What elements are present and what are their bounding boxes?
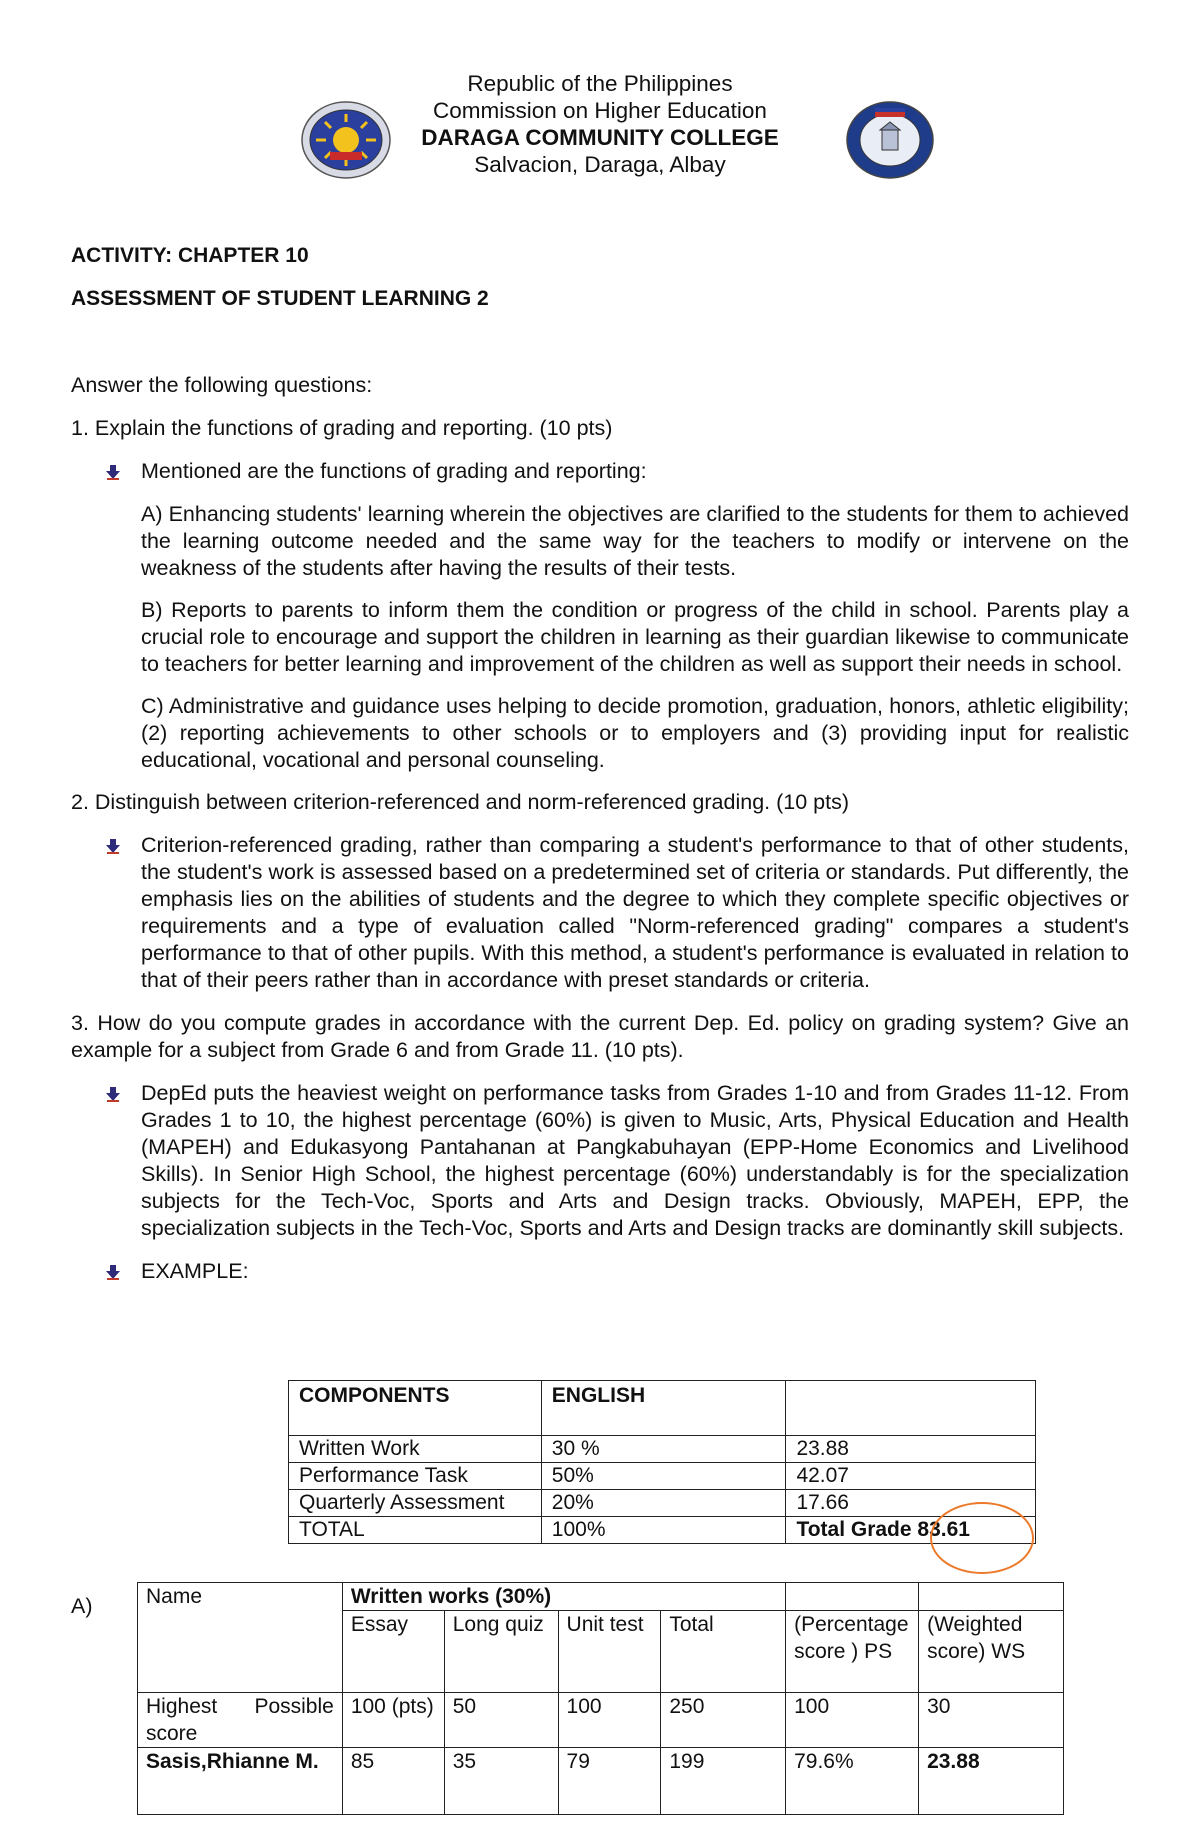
college-address: Salvacion, Daraga, Albay bbox=[474, 152, 726, 177]
weighted-score-cell: 23.88 bbox=[919, 1748, 1064, 1815]
column-header: Long quiz bbox=[444, 1611, 558, 1693]
instruction: Answer the following questions: bbox=[71, 373, 373, 397]
row-label: Highest Possible score bbox=[138, 1693, 343, 1748]
header-cell: ENGLISH bbox=[541, 1381, 786, 1436]
table-row bbox=[289, 1463, 1036, 1490]
column-header: (Weighted score) WS bbox=[919, 1611, 1064, 1693]
arrow-bullet-icon bbox=[105, 1264, 121, 1280]
example-bullet bbox=[71, 1258, 1129, 1285]
table-cell: 20% bbox=[541, 1490, 786, 1517]
written-works-table bbox=[137, 1582, 1064, 1815]
arrow-bullet-icon bbox=[105, 464, 121, 480]
total-grade-cell: Total Grade 83.61 bbox=[786, 1517, 1036, 1544]
question-2: 2. Distinguish between criterion-referenced and norm-referenced grading. (10 pts) bbox=[71, 790, 849, 814]
question-1: 1. Explain the functions of grading and reporting. (10 pts) bbox=[71, 416, 613, 440]
republic-line: Republic of the Philippines bbox=[467, 71, 733, 96]
written-works-group-header: Written works (30%) bbox=[342, 1583, 785, 1611]
q1-bullet bbox=[71, 458, 1129, 485]
table-cell: 85 bbox=[342, 1748, 444, 1815]
empty-cell bbox=[786, 1583, 919, 1611]
college-name: DARAGA COMMUNITY COLLEGE bbox=[421, 125, 779, 150]
example-label: EXAMPLE: bbox=[141, 1259, 249, 1283]
table-cell: Written Work bbox=[289, 1436, 542, 1463]
table-row bbox=[289, 1490, 1036, 1517]
letterhead bbox=[0, 70, 1200, 178]
document-body bbox=[71, 372, 1129, 1301]
table-cell: 23.88 bbox=[786, 1436, 1036, 1463]
table-cell: 50% bbox=[541, 1463, 786, 1490]
column-header: (Percentage score ) PS bbox=[786, 1611, 919, 1693]
header-cell bbox=[786, 1381, 1036, 1436]
question-3: 3. How do you compute grades in accordance with the current Dep. Ed. policy on grading system? Give an example for a subject from Grade 6 and from Grade 11. (10 pts). bbox=[71, 1011, 1129, 1062]
q1-answer-a: A) Enhancing students' learning wherein the objectives are clarified to the students for them to achieved the learning outcome needed and the same way for the teachers to modify or intervene on the weakness of the students after having the results of their tests. bbox=[141, 502, 1129, 580]
arrow-bullet-icon bbox=[105, 1086, 121, 1102]
student-name: Sasis,Rhianne M. bbox=[138, 1748, 343, 1815]
group-header-row bbox=[138, 1583, 1064, 1611]
column-header: Unit test bbox=[558, 1611, 661, 1693]
table-cell: 100% bbox=[541, 1517, 786, 1544]
grade-example-table bbox=[288, 1380, 1036, 1544]
highlight-circle-annotation bbox=[930, 1502, 1034, 1574]
table-cell: 199 bbox=[661, 1748, 786, 1815]
q1-bullet-text: Mentioned are the functions of grading and reporting: bbox=[141, 459, 647, 483]
table-cell: 100 bbox=[786, 1693, 919, 1748]
column-header: Total bbox=[661, 1611, 786, 1693]
table-cell: 100 bbox=[558, 1693, 661, 1748]
student-row bbox=[138, 1748, 1064, 1815]
table-cell: 100 (pts) bbox=[342, 1693, 444, 1748]
section-a-label: A) bbox=[71, 1594, 93, 1618]
table-header-row bbox=[289, 1381, 1036, 1436]
table-cell: 17.66 bbox=[786, 1490, 1036, 1517]
q2-bullet bbox=[71, 832, 1129, 994]
table-cell: 79 bbox=[558, 1748, 661, 1815]
table-cell: 79.6% bbox=[786, 1748, 919, 1815]
highest-possible-score-row bbox=[138, 1693, 1064, 1748]
empty-cell bbox=[919, 1583, 1064, 1611]
table-cell: 50 bbox=[444, 1693, 558, 1748]
activity-title: ACTIVITY: CHAPTER 10 bbox=[71, 244, 309, 267]
table-cell: 30 % bbox=[541, 1436, 786, 1463]
table-cell: Performance Task bbox=[289, 1463, 542, 1490]
table-cell: 42.07 bbox=[786, 1463, 1036, 1490]
total-row bbox=[289, 1517, 1036, 1544]
table-cell: TOTAL bbox=[289, 1517, 542, 1544]
q1-answer-b: B) Reports to parents to inform them the condition or progress of the child in school. Parents play a crucial role to encourage and support the children in learning as their guardian likewise to communicate to teachers for better learning and improvement of the children as well as support their needs in school. bbox=[141, 598, 1129, 676]
table-cell: 30 bbox=[919, 1693, 1064, 1748]
q2-bullet-text: Criterion-referenced grading, rather than comparing a student's performance to that of other students, the student's work is assessed based on a predetermined set of criteria or standards. Put differently, the emphasis lies on the abilities of students and the degree to which they complete specific objectives or requirements and a type of evaluation called "Norm-referenced grading" compares a student's performance to that of other pupils. With this method, a student's performance is evaluated in relation to that of their peers rather than in accordance with preset standards or criteria. bbox=[141, 833, 1129, 992]
commission-line: Commission on Higher Education bbox=[433, 98, 767, 123]
subject-title: ASSESSMENT OF STUDENT LEARNING 2 bbox=[71, 287, 489, 310]
table-cell: Quarterly Assessment bbox=[289, 1490, 542, 1517]
name-header: Name bbox=[138, 1583, 343, 1693]
q3-bullet bbox=[71, 1080, 1129, 1242]
q3-bullet-text: DepEd puts the heaviest weight on performance tasks from Grades 1-10 and from Grades 11-12. From Grades 1 to 10, the highest percentage (60%) is given to Music, Arts, Physical Education and Health (MAPEH) and Edukasyong Pantahanan at Pangkabuhayan (EPP-Home Economics and Livelihood Skills). In Senior High School, the highest percentage (60%) understandably is for the specialization subjects for the Tech-Voc, Sports and Arts and Design tracks. Obviously, MAPEH, EPP, the specialization subjects in the Tech-Voc, Sports and Arts and Design tracks are dominantly skill subjects. bbox=[141, 1081, 1129, 1240]
header-cell: COMPONENTS bbox=[289, 1381, 542, 1436]
arrow-bullet-icon bbox=[105, 838, 121, 854]
column-header: Essay bbox=[342, 1611, 444, 1693]
table-row bbox=[289, 1436, 1036, 1463]
table-cell: 250 bbox=[661, 1693, 786, 1748]
q1-answer-c: C) Administrative and guidance uses helping to decide promotion, graduation, honors, athletic eligibility; (2) reporting achievements to other schools or to employers and (3) providing input for realistic educational, vocational and personal counseling. bbox=[141, 694, 1129, 772]
table-cell: 35 bbox=[444, 1748, 558, 1815]
